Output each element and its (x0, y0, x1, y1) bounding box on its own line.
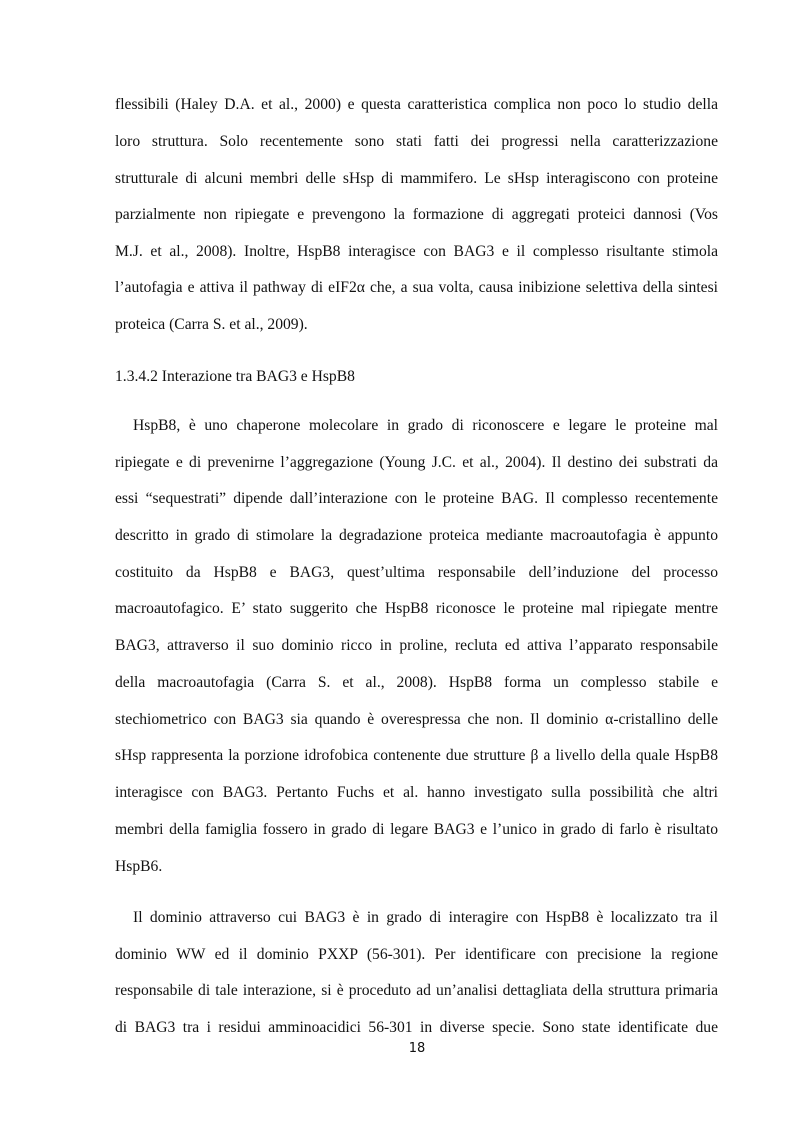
text-line: della macroautofagia (Carra S. et al., 2008). HspB8 forma un complesso stabile e (115, 674, 718, 691)
text-line: Il dominio attraverso cui BAG3 è in grado di interagire con HspB8 è localizzato tra il (133, 909, 718, 926)
text-line: loro struttura. Solo recentemente sono stati fatti dei progressi nella caratterizzazione (115, 133, 718, 150)
page-number: 18 (408, 1041, 426, 1056)
text-line: proteica (Carra S. et al., 2009). (115, 316, 308, 333)
text-line: costituito da HspB8 e BAG3, quest’ultima responsabile dell’induzione del processo (115, 564, 718, 581)
section-heading: 1.3.4.2 Interazione tra BAG3 e HspB8 (115, 368, 355, 385)
text-line: ripiegate e di prevenirne l’aggregazione (Young J.C. et al., 2004). Il destino dei substrati da (115, 454, 718, 471)
text-line: membri della famiglia fossero in grado di legare BAG3 e l’unico in grado di farlo è risultato (115, 821, 718, 838)
text-line: BAG3, attraverso il suo dominio ricco in proline, recluta ed attiva l’apparato responsabile (115, 637, 718, 654)
text-line: essi “sequestrati” dipende dall’interazione con le proteine BAG. Il complesso recentemente (115, 490, 718, 507)
text-line: l’autofagia e attiva il pathway di eIF2α che, a sua volta, causa inibizione selettiva della sintesi (115, 279, 718, 296)
text-line: strutturale di alcuni membri delle sHsp di mammifero. Le sHsp interagiscono con proteine (115, 170, 718, 187)
text-line: HspB8, è uno chaperone molecolare in grado di riconoscere e legare le proteine mal (133, 417, 718, 434)
text-line: parzialmente non ripiegate e prevengono la formazione di aggregati proteici dannosi (Vos (115, 206, 718, 223)
text-line: responsabile di tale interazione, si è proceduto ad un’analisi dettagliata della struttura primaria (115, 982, 718, 999)
text-line: di BAG3 tra i residui amminoacidici 56-301 in diverse specie. Sono state identificate due (115, 1019, 718, 1036)
text-line: M.J. et al., 2008). Inoltre, HspB8 interagisce con BAG3 e il complesso risultante stimola (115, 243, 718, 260)
text-line: descritto in grado di stimolare la degradazione proteica mediante macroautofagia è appunto (115, 527, 718, 544)
text-line: dominio WW ed il dominio PXXP (56-301). Per identificare con precisione la regione (115, 946, 718, 963)
text-line: flessibili (Haley D.A. et al., 2000) e questa caratteristica complica non poco lo studio della (115, 96, 718, 113)
text-line: stechiometrico con BAG3 sia quando è overespressa che non. Il dominio α-cristallino delle (115, 711, 718, 728)
text-line: sHsp rappresenta la porzione idrofobica contenente due strutture β a livello della quale HspB8 (115, 747, 718, 764)
text-line: HspB6. (115, 858, 163, 875)
text-line: interagisce con BAG3. Pertanto Fuchs et al. hanno investigato sulla possibilità che altri (115, 784, 718, 801)
text-line: macroautofagico. E’ stato suggerito che HspB8 riconosce le proteine mal ripiegate mentre (115, 600, 718, 617)
